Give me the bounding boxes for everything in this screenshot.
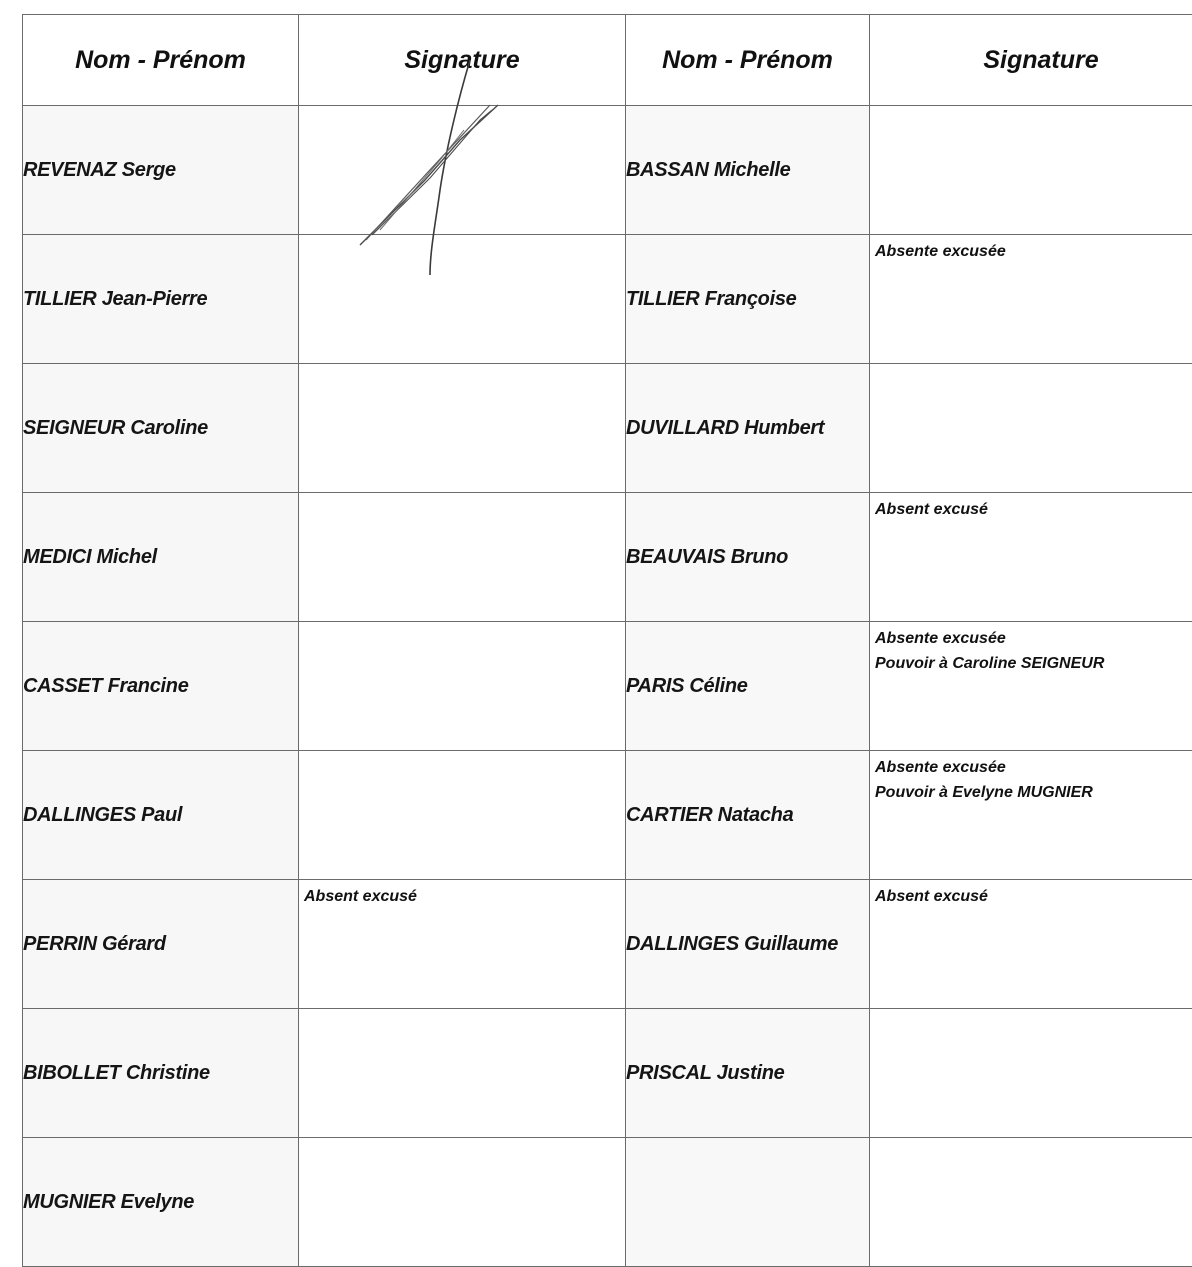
attendee-name: MEDICI Michel [23, 493, 299, 622]
attendee-name: CASSET Francine [23, 622, 299, 751]
absence-note [875, 884, 988, 909]
attendee-name: MUGNIER Evelyne [23, 1138, 299, 1267]
attendee-name: DALLINGES Guillaume [626, 880, 870, 1009]
table-row [23, 1009, 1192, 1138]
attendee-name: DUVILLARD Humbert [626, 364, 870, 493]
table-row [23, 880, 1192, 1009]
attendee-name: PARIS Céline [626, 622, 870, 751]
table-row [23, 1138, 1192, 1267]
signature-cell [870, 1009, 1192, 1138]
absence-note-line: Absent excusé [875, 884, 988, 909]
attendee-name: REVENAZ Serge [23, 106, 299, 235]
attendee-name: TILLIER Françoise [626, 235, 870, 364]
page-margin [0, 0, 22, 1266]
absence-note [304, 884, 417, 909]
signature-cell [870, 106, 1192, 235]
signature-cell [870, 364, 1192, 493]
absence-note-line: Absente excusée [875, 755, 1093, 780]
signature-cell [299, 751, 626, 880]
signature-cell [870, 751, 1192, 880]
signature-cell [870, 622, 1192, 751]
attendance-rows [23, 106, 1192, 1267]
signature-cell [870, 880, 1192, 1009]
absence-note [875, 755, 1093, 805]
signature-cell [299, 364, 626, 493]
absence-note [875, 497, 988, 522]
signature-cell [299, 106, 626, 235]
absence-note-line: Absente excusée [875, 239, 1006, 264]
header-row [23, 15, 1192, 106]
signature-cell [299, 493, 626, 622]
attendee-name: SEIGNEUR Caroline [23, 364, 299, 493]
attendance-table [22, 14, 1192, 1267]
signature-cell [870, 235, 1192, 364]
table-row [23, 364, 1192, 493]
attendee-name: BEAUVAIS Bruno [626, 493, 870, 622]
attendee-name: TILLIER Jean-Pierre [23, 235, 299, 364]
absence-note-line: Absent excusé [875, 497, 988, 522]
table-row [23, 493, 1192, 622]
header-signature-left: Signature [299, 15, 626, 106]
attendee-name: BASSAN Michelle [626, 106, 870, 235]
table-row [23, 235, 1192, 364]
header-name-left: Nom - Prénom [23, 15, 299, 106]
table-row [23, 622, 1192, 751]
absence-note-line: Absente excusée [875, 626, 1104, 651]
attendee-name: BIBOLLET Christine [23, 1009, 299, 1138]
attendee-name: CARTIER Natacha [626, 751, 870, 880]
attendee-name: PERRIN Gérard [23, 880, 299, 1009]
signature-cell [299, 880, 626, 1009]
signature-cell [870, 1138, 1192, 1267]
attendee-name: DALLINGES Paul [23, 751, 299, 880]
header-name-right: Nom - Prénom [626, 15, 870, 106]
signature-cell [299, 1009, 626, 1138]
signature-cell [870, 493, 1192, 622]
attendee-name: PRISCAL Justine [626, 1009, 870, 1138]
absence-note-line: Absent excusé [304, 884, 417, 909]
absence-note-line: Pouvoir à Caroline SEIGNEUR [875, 651, 1104, 676]
header-signature-right: Signature [870, 15, 1192, 106]
absence-note [875, 626, 1104, 676]
signature-cell [299, 622, 626, 751]
table-row [23, 751, 1192, 880]
absence-note-line: Pouvoir à Evelyne MUGNIER [875, 780, 1093, 805]
attendee-name [626, 1138, 870, 1267]
signature-cell [299, 1138, 626, 1267]
table-row [23, 106, 1192, 235]
signature-cell [299, 235, 626, 364]
absence-note [875, 239, 1006, 264]
